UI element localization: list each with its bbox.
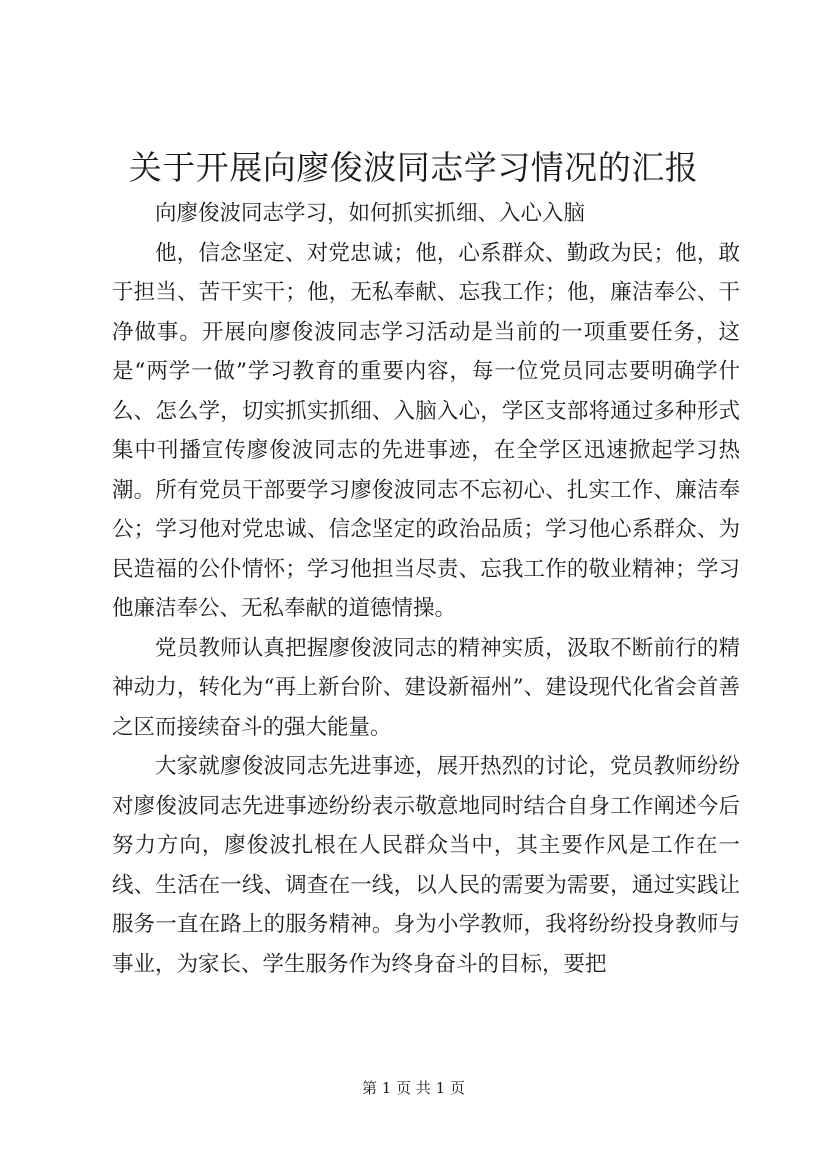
subtitle-paragraph: 向廖俊波同志学习，如何抓实抓细、入心入脑 — [155, 201, 586, 226]
document-title: 关于开展向廖俊波同志学习情况的汇报 — [128, 148, 699, 187]
document-body — [112, 194, 740, 984]
body-paragraph: 大家就廖俊波同志先进事迹，展开热烈的讨论，党员教师纷纷对廖俊波同志先进事迹纷纷表示敬意地同时结合自身工作阐述今后努力方向，廖俊波扎根在人民群众当中，其主要作风是工作在一线、生活在一线、调查在一线，以人民的需要为需要，通过实践让服务一直在路上的服务精神。身为小学教师，我将纷纷投身教师与事业，为家长、学生服务作为终身奋斗的目标，要把 — [112, 754, 740, 977]
page-number-footer: 第 1 页 共 1 页 — [362, 1079, 465, 1097]
body-paragraph: 他，信念坚定、对党忠诚；他，心系群众、勤政为民；他，敢于担当、苦干实干；他，无私奉献、忘我工作；他，廉洁奉公、干净做事。开展向廖俊波同志学习活动是当前的一项重要任务，这是“两学一做”学习教育的重要内容，每一位党员同志要明确学什么、怎么学，切实抓实抓细、入脑入心，学区支部将通过多种形式集中刊播宣传廖俊波同志的先进事迹，在全学区迅速掀起学习热潮。所有党员干部要学习廖俊波同志不忘初心、扎实工作、廉洁奉公；学习他对党忠诚、信念坚定的政治品质；学习他心系群众、为民造福的公仆情怀；学习他担当尽责、忘我工作的敬业精神；学习他廉洁奉公、无私奉献的道德情操。 — [112, 240, 740, 621]
body-paragraph: 党员教师认真把握廖俊波同志的精神实质，汲取不断前行的精神动力，转化为“再上新台阶、建设新福州”、建设现代化省会首善之区而接续奋斗的强大能量。 — [112, 635, 740, 740]
